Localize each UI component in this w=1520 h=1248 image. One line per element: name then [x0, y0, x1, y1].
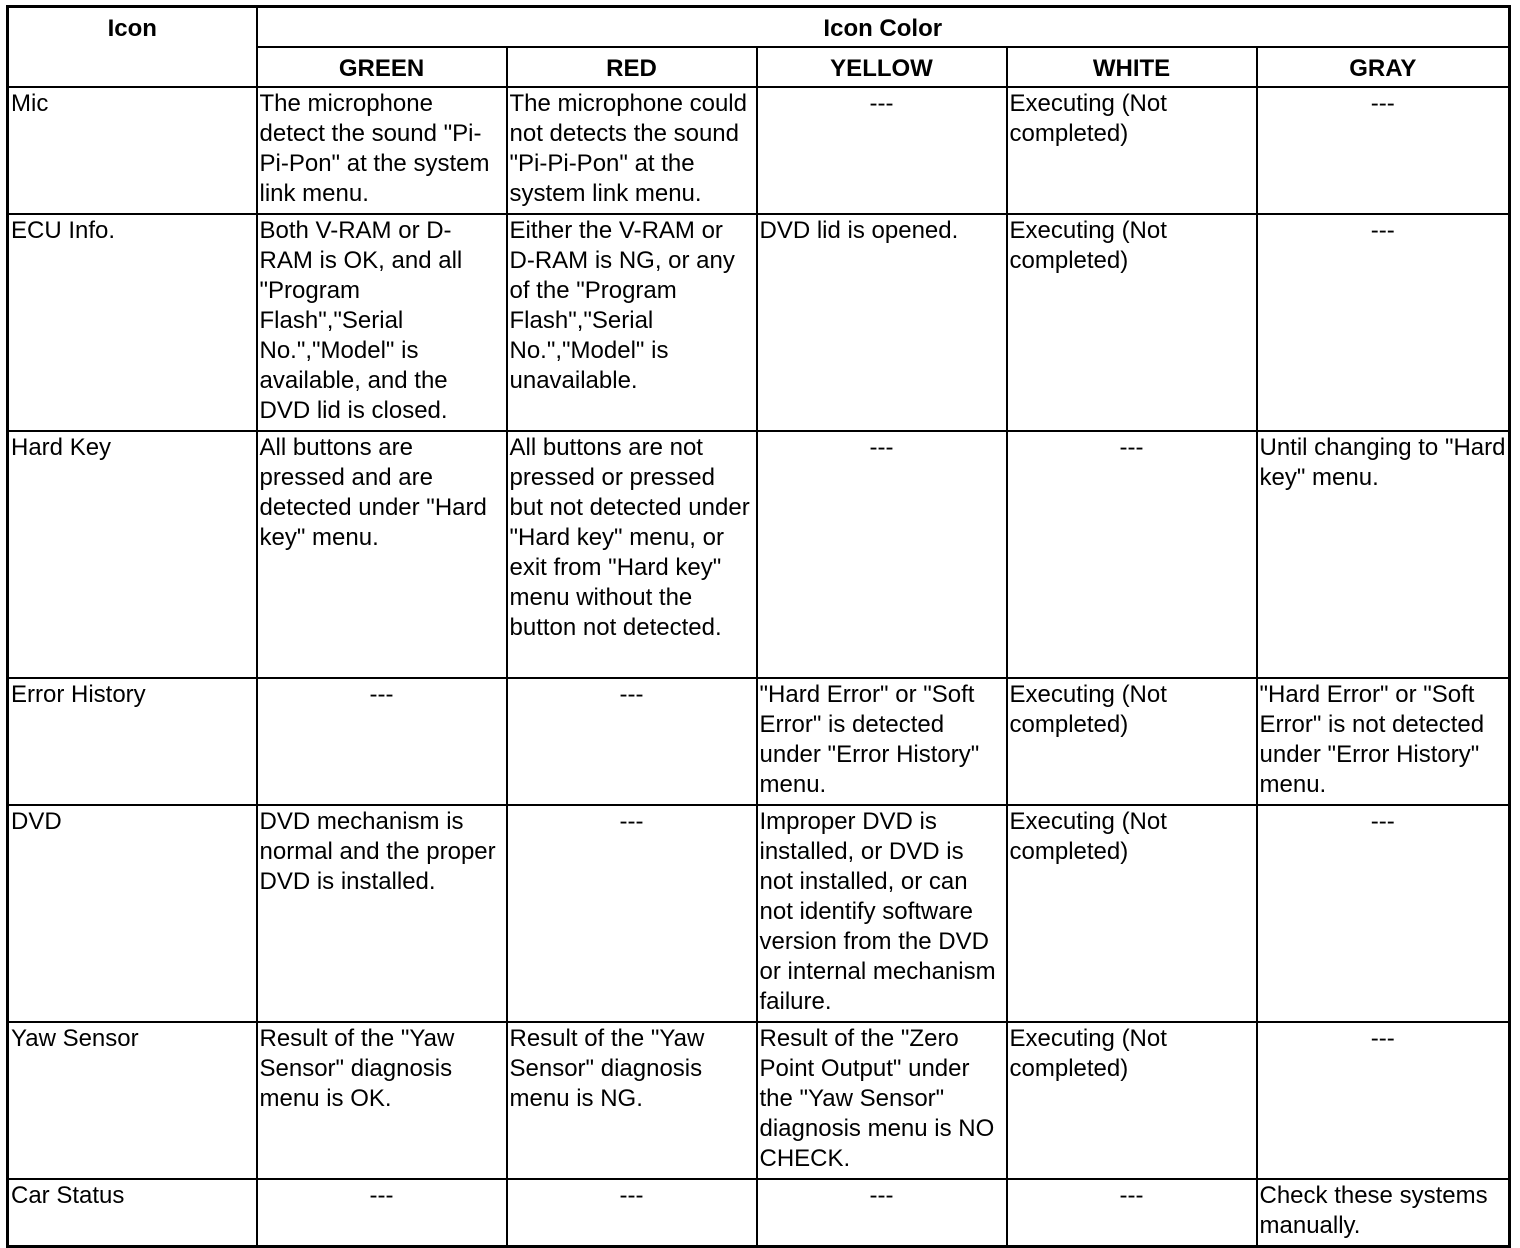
- header-color-gray: GRAY: [1257, 47, 1510, 87]
- cell-green: All buttons are pressed and are detected under "Hard key" menu.: [257, 431, 507, 678]
- cell-yellow: DVD lid is opened.: [757, 214, 1007, 431]
- cell-gray: ---: [1257, 214, 1510, 431]
- cell-gray: Check these systems manually.: [1257, 1179, 1510, 1246]
- cell-white: Executing (Not completed): [1007, 678, 1257, 805]
- row-label: Hard Key: [8, 431, 257, 678]
- icon-color-table-sheet: [6, 5, 1508, 1239]
- cell-gray: ---: [1257, 805, 1510, 1022]
- cell-yellow: Result of the "Zero Point Output" under the "Yaw Sensor" diagnosis menu is NO CHECK.: [757, 1022, 1007, 1179]
- row-label: DVD: [8, 805, 257, 1022]
- cell-white: ---: [1007, 431, 1257, 678]
- header-color-yellow: YELLOW: [757, 47, 1007, 87]
- row-label: Mic: [8, 87, 257, 214]
- row-label: Car Status: [8, 1179, 257, 1246]
- cell-green: Both V-RAM or D-RAM is OK, and all "Program Flash","Serial No.","Model" is available, and the DVD lid is closed.: [257, 214, 507, 431]
- cell-white: Executing (Not completed): [1007, 214, 1257, 431]
- cell-yellow: ---: [757, 1179, 1007, 1246]
- table-row: [8, 678, 1510, 805]
- cell-gray: ---: [1257, 87, 1510, 214]
- header-color-red: RED: [507, 47, 757, 87]
- row-label: ECU Info.: [8, 214, 257, 431]
- icon-color-table: [6, 5, 1511, 1248]
- cell-white: Executing (Not completed): [1007, 87, 1257, 214]
- cell-red: All buttons are not pressed or pressed but not detected under "Hard key" menu, or exit from "Hard key" menu without the button not detected.: [507, 431, 757, 678]
- table-row: [8, 805, 1510, 1022]
- cell-red: ---: [507, 1179, 757, 1246]
- row-label: Yaw Sensor: [8, 1022, 257, 1179]
- cell-gray: Until changing to "Hard key" menu.: [1257, 431, 1510, 678]
- cell-green: ---: [257, 678, 507, 805]
- cell-red: The microphone could not detects the sound "Pi-Pi-Pon" at the system link menu.: [507, 87, 757, 214]
- cell-red: Result of the "Yaw Sensor" diagnosis menu is NG.: [507, 1022, 757, 1179]
- header-icon: Icon: [8, 7, 257, 88]
- table-row: [8, 1022, 1510, 1179]
- cell-yellow: ---: [757, 87, 1007, 214]
- table-row: [8, 87, 1510, 214]
- cell-yellow: "Hard Error" or "Soft Error" is detected under "Error History" menu.: [757, 678, 1007, 805]
- cell-green: Result of the "Yaw Sensor" diagnosis menu is OK.: [257, 1022, 507, 1179]
- cell-gray: ---: [1257, 1022, 1510, 1179]
- cell-red: ---: [507, 805, 757, 1022]
- table-row: [8, 214, 1510, 431]
- cell-yellow: ---: [757, 431, 1007, 678]
- cell-gray: "Hard Error" or "Soft Error" is not detected under "Error History" menu.: [1257, 678, 1510, 805]
- cell-green: ---: [257, 1179, 507, 1246]
- header-row-top: [8, 7, 1510, 48]
- header-icon-color: Icon Color: [257, 7, 1510, 48]
- cell-red: ---: [507, 678, 757, 805]
- cell-white: Executing (Not completed): [1007, 805, 1257, 1022]
- cell-green: The microphone detect the sound "Pi-Pi-Pon" at the system link menu.: [257, 87, 507, 214]
- header-color-white: WHITE: [1007, 47, 1257, 87]
- cell-white: Executing (Not completed): [1007, 1022, 1257, 1179]
- header-color-green: GREEN: [257, 47, 507, 87]
- table-row: [8, 1179, 1510, 1246]
- cell-yellow: Improper DVD is installed, or DVD is not installed, or can not identify software version from the DVD or internal mechanism failure.: [757, 805, 1007, 1022]
- row-label: Error History: [8, 678, 257, 805]
- cell-green: DVD mechanism is normal and the proper DVD is installed.: [257, 805, 507, 1022]
- cell-white: ---: [1007, 1179, 1257, 1246]
- table-row: [8, 431, 1510, 678]
- cell-red: Either the V-RAM or D-RAM is NG, or any of the "Program Flash","Serial No.","Model" is unavailable.: [507, 214, 757, 431]
